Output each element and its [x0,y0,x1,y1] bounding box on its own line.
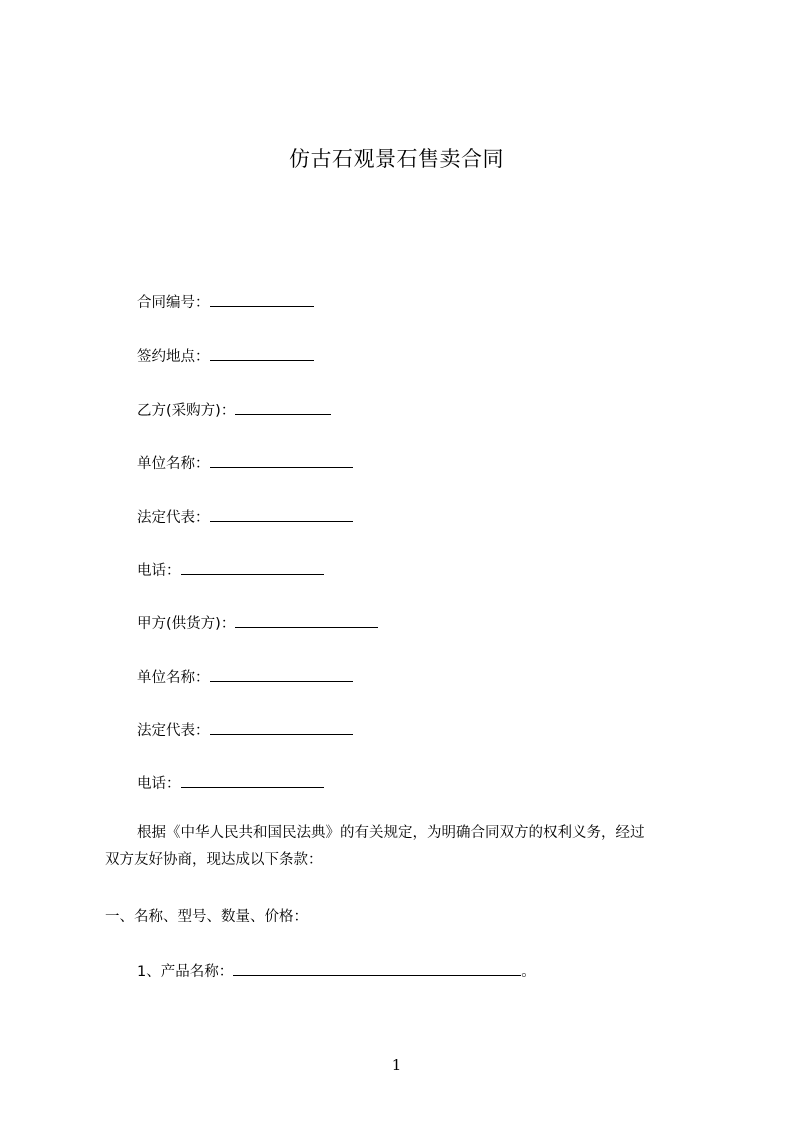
party-a-phone-label: 电话： [137,776,181,792]
party-a-label: 甲方(供货方)： [137,616,236,632]
party-a-company-blank[interactable] [210,667,353,682]
document-title: 仿古石观景石售卖合同 [289,147,504,171]
party-b-label: 乙方(采购方)： [137,403,236,419]
party-b-representative-field [137,507,353,527]
party-a-representative-field [137,720,353,740]
party-b-field [137,400,331,420]
product-name-blank[interactable] [233,961,521,976]
party-b-blank[interactable] [235,400,331,415]
signing-place-field [137,346,314,366]
party-a-representative-label: 法定代表： [137,723,210,739]
party-b-phone-field [137,560,324,580]
party-b-company-label: 单位名称： [137,456,210,472]
contract-number-blank[interactable] [210,292,314,307]
party-a-phone-blank[interactable] [181,773,324,788]
party-a-field [137,613,378,633]
party-b-representative-label: 法定代表： [137,510,210,526]
party-b-representative-blank[interactable] [210,507,353,522]
product-name-suffix: 。 [521,964,536,980]
party-b-phone-blank[interactable] [181,560,324,575]
party-a-company-label: 单位名称： [137,670,210,686]
party-b-phone-label: 电话： [137,563,181,579]
intro-line-1: 根据《中华人民共和国民法典》的有关规定，为明确合同双方的权利义务，经过 [137,825,645,841]
party-a-blank[interactable] [235,613,378,628]
product-name-item [137,960,536,981]
contract-number-label: 合同编号： [137,295,210,311]
product-name-label: 1、产品名称： [137,964,234,980]
intro-line-2: 双方友好协商，现达成以下条款： [105,852,323,868]
party-a-phone-field [137,773,324,793]
party-a-company-field [137,667,353,687]
page-number: 1 [391,1056,402,1074]
party-a-representative-blank[interactable] [210,720,353,735]
section-1-heading: 一、名称、型号、数量、价格： [105,909,308,925]
intro-paragraph [105,820,705,874]
signing-place-blank[interactable] [210,346,314,361]
party-b-company-blank[interactable] [210,453,353,468]
contract-number-field [137,292,314,312]
signing-place-label: 签约地点： [137,349,210,365]
party-b-company-field [137,453,353,473]
